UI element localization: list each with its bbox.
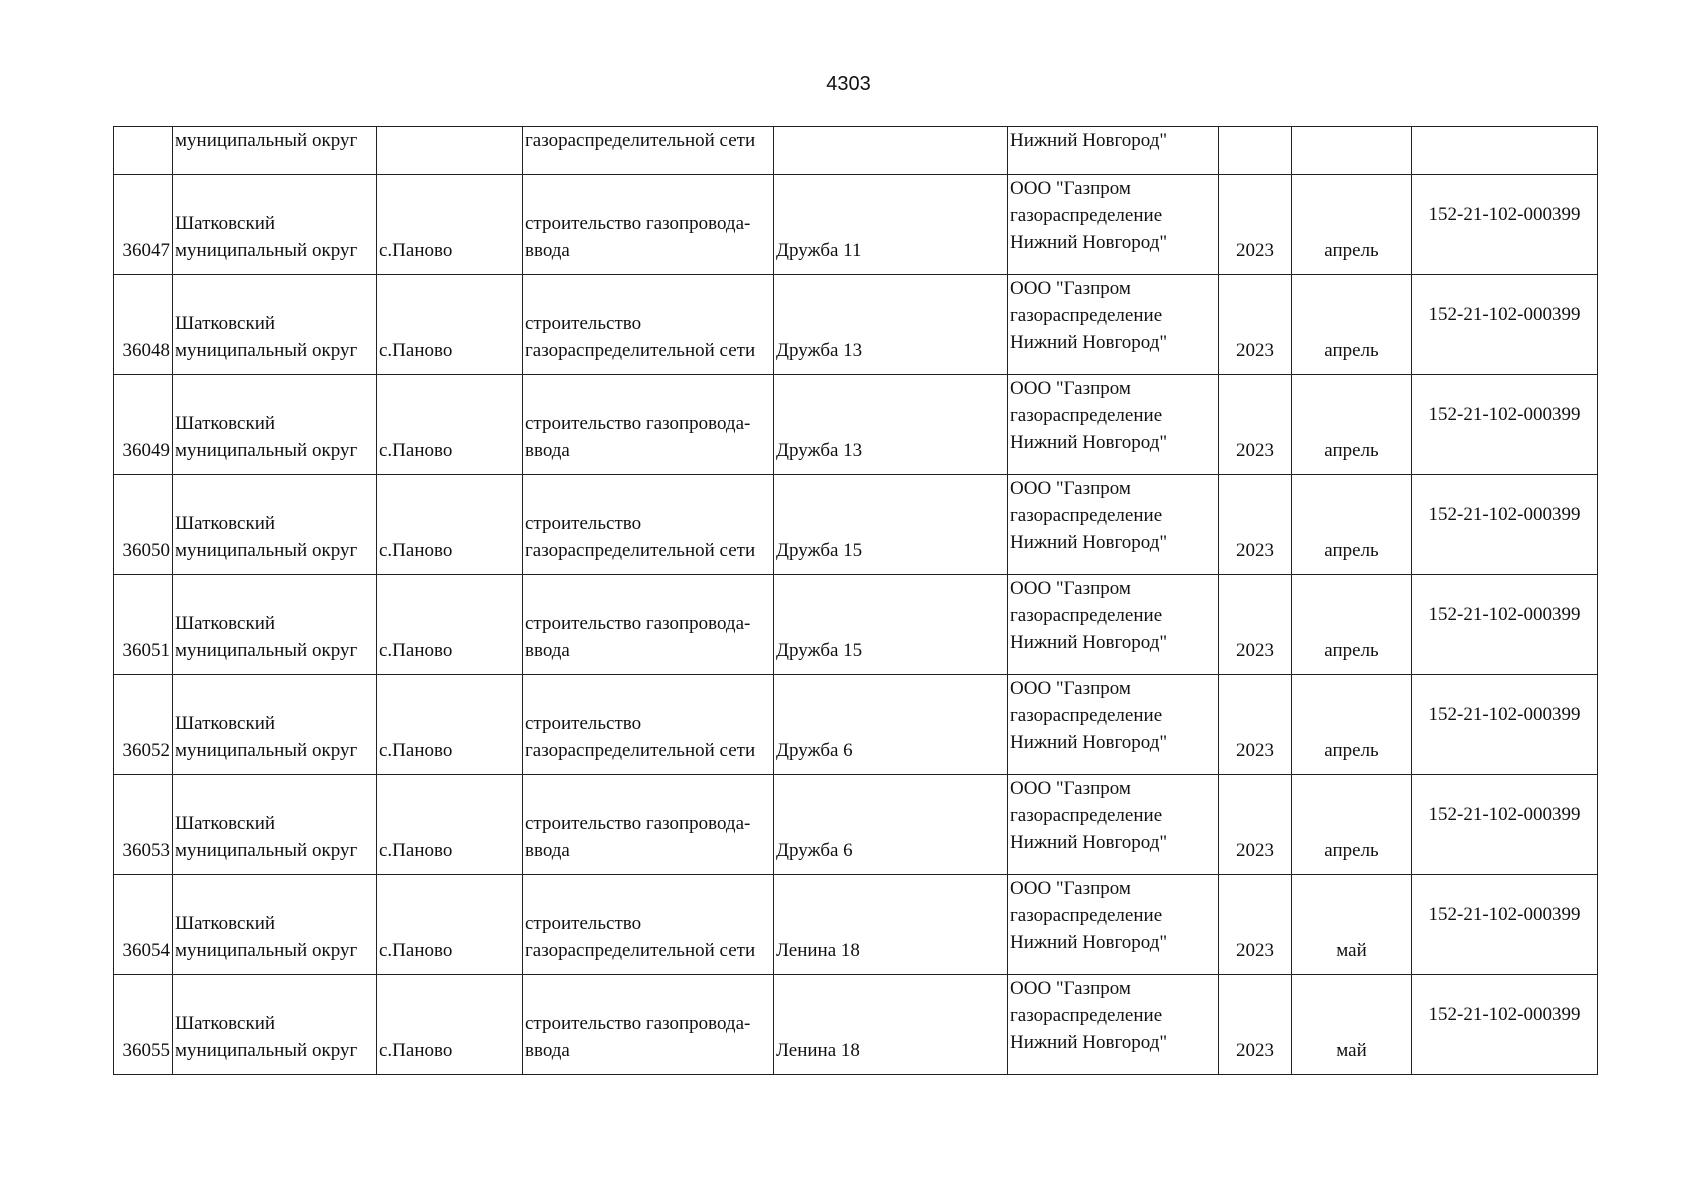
work-type-line-1: строительство: [525, 913, 642, 934]
district-cell: [173, 575, 377, 675]
organization-cell: [1008, 775, 1219, 875]
address-cell: Дружба 15: [774, 575, 1008, 675]
row-number-cell: 36052: [114, 675, 173, 775]
organization-cell: [1008, 675, 1219, 775]
organization-line-1: ООО "Газпром: [1010, 178, 1131, 199]
table-row: [114, 575, 1598, 675]
address-cell: Дружба 15: [774, 475, 1008, 575]
work-type-line-2: ввода: [525, 840, 570, 861]
organization-cell: [1008, 575, 1219, 675]
organization-line-3: Нижний Новгород": [1010, 832, 1168, 853]
work-type-line-1: строительство газопровода-: [525, 1013, 751, 1034]
work-type-line-2: газораспределительной сети: [525, 940, 756, 961]
work-type-cell: [523, 375, 774, 475]
work-type-line-2: газораспределительной сети: [525, 540, 756, 561]
settlement-cell: с.Паново: [377, 975, 523, 1075]
year-cell: 2023: [1219, 175, 1292, 275]
row-number-cell: 36051: [114, 575, 173, 675]
organization-line-1: ООО "Газпром: [1010, 778, 1131, 799]
district-cell: [173, 875, 377, 975]
row-number-cell: 36050: [114, 475, 173, 575]
organization-cell: [1008, 475, 1219, 575]
organization-line-2: газораспределение: [1010, 405, 1163, 426]
district-name: Шатковский: [175, 213, 276, 234]
address-cell: Дружба 6: [774, 675, 1008, 775]
district-type: муниципальный округ: [175, 240, 358, 261]
row-number-cell: 36055: [114, 975, 173, 1075]
organization-line-1: ООО "Газпром: [1010, 678, 1131, 699]
work-type-line-2: ввода: [525, 640, 570, 661]
organization-cell: [1008, 375, 1219, 475]
district-type: муниципальный округ: [175, 540, 358, 561]
work-type-cell: [523, 675, 774, 775]
registry-code-cell: 152-21-102-000399: [1412, 275, 1598, 375]
address-cell: [774, 127, 1008, 175]
table-row: [114, 175, 1598, 275]
row-number-cell: 36048: [114, 275, 173, 375]
organization-line-1: ООО "Газпром: [1010, 478, 1131, 499]
organization-line-2: газораспределение: [1010, 705, 1163, 726]
organization-cell: [1008, 975, 1219, 1075]
row-number-cell: 36054: [114, 875, 173, 975]
year-cell: 2023: [1219, 975, 1292, 1075]
registry-code-cell: 152-21-102-000399: [1412, 875, 1598, 975]
organization-cell: [1008, 875, 1219, 975]
work-type-line-2: ввода: [525, 1040, 570, 1061]
district-name: Шатковский: [175, 913, 276, 934]
district-cell: [173, 375, 377, 475]
work-type-cell: [523, 575, 774, 675]
year-cell: [1219, 127, 1292, 175]
organization-line-3: Нижний Новгород": [1010, 932, 1168, 953]
month-cell: апрель: [1292, 675, 1412, 775]
year-cell: 2023: [1219, 375, 1292, 475]
year-cell: 2023: [1219, 575, 1292, 675]
address-cell: Дружба 13: [774, 375, 1008, 475]
table-row: [114, 875, 1598, 975]
page-number: 4303: [826, 73, 871, 95]
district-name: Шатковский: [175, 513, 276, 534]
organization-line-3: Нижний Новгород": [1010, 332, 1168, 353]
organization-line-3: Нижний Новгород": [1010, 232, 1168, 253]
month-cell: апрель: [1292, 175, 1412, 275]
settlement-cell: с.Паново: [377, 275, 523, 375]
registry-table-body: [114, 127, 1598, 1075]
registry-code-cell: 152-21-102-000399: [1412, 675, 1598, 775]
work-type-line-1: строительство: [525, 513, 642, 534]
registry-code-cell: [1412, 127, 1598, 175]
settlement-cell: с.Паново: [377, 675, 523, 775]
address-cell: Дружба 11: [774, 175, 1008, 275]
organization-line-3: Нижний Новгород": [1010, 532, 1168, 553]
organization-line-1: ООО "Газпром: [1010, 578, 1131, 599]
district-type: муниципальный округ: [175, 1040, 358, 1061]
work-type-cell: [523, 775, 774, 875]
address-cell: Ленина 18: [774, 875, 1008, 975]
row-number-cell: 36053: [114, 775, 173, 875]
district-name: Шатковский: [175, 813, 276, 834]
work-type-line-2: ввода: [525, 240, 570, 261]
registry-code-cell: 152-21-102-000399: [1412, 975, 1598, 1075]
district-cell: [173, 775, 377, 875]
month-cell: апрель: [1292, 275, 1412, 375]
year-cell: 2023: [1219, 475, 1292, 575]
registry-table: [113, 126, 1598, 1075]
district-cell: [173, 475, 377, 575]
work-type-line-2: ввода: [525, 440, 570, 461]
work-type-cell: [523, 475, 774, 575]
organization-line-1: ООО "Газпром: [1010, 278, 1131, 299]
work-type-line-2: газораспределительной сети: [525, 340, 756, 361]
district-type: муниципальный округ: [175, 640, 358, 661]
month-cell: май: [1292, 875, 1412, 975]
organization-line-2: газораспределение: [1010, 1005, 1163, 1026]
district-type: муниципальный округ: [175, 740, 358, 761]
work-type-line-1: строительство газопровода-: [525, 413, 751, 434]
registry-code-cell: 152-21-102-000399: [1412, 575, 1598, 675]
table-row: [114, 375, 1598, 475]
month-cell: апрель: [1292, 375, 1412, 475]
district-name: Шатковский: [175, 413, 276, 434]
organization-line-2: газораспределение: [1010, 905, 1163, 926]
settlement-cell: с.Паново: [377, 175, 523, 275]
organization-line-2: газораспределение: [1010, 205, 1163, 226]
district-cell: муниципальный округ: [173, 127, 377, 175]
month-cell: апрель: [1292, 775, 1412, 875]
district-cell: [173, 975, 377, 1075]
row-number-cell: 36049: [114, 375, 173, 475]
district-cell: [173, 275, 377, 375]
work-type-line-1: строительство: [525, 713, 642, 734]
work-type-cell: [523, 175, 774, 275]
organization-cell: [1008, 275, 1219, 375]
year-cell: 2023: [1219, 875, 1292, 975]
work-type-line-1: строительство газопровода-: [525, 213, 751, 234]
work-type-line-1: строительство газопровода-: [525, 613, 751, 634]
registry-code-cell: 152-21-102-000399: [1412, 175, 1598, 275]
work-type-line-1: строительство: [525, 313, 642, 334]
work-type-cell: [523, 975, 774, 1075]
address-cell: Ленина 18: [774, 975, 1008, 1075]
month-cell: май: [1292, 975, 1412, 1075]
row-number-cell: 36047: [114, 175, 173, 275]
settlement-cell: с.Паново: [377, 375, 523, 475]
table-row: [114, 475, 1598, 575]
settlement-cell: [377, 127, 523, 175]
year-cell: 2023: [1219, 675, 1292, 775]
settlement-cell: с.Паново: [377, 875, 523, 975]
year-cell: 2023: [1219, 775, 1292, 875]
continuation-row: [114, 127, 1598, 175]
registry-code-cell: 152-21-102-000399: [1412, 475, 1598, 575]
work-type-cell: [523, 275, 774, 375]
table-row: [114, 975, 1598, 1075]
district-name: Шатковский: [175, 1013, 276, 1034]
settlement-cell: с.Паново: [377, 475, 523, 575]
district-type: муниципальный округ: [175, 840, 358, 861]
work-type-line-2: газораспределительной сети: [525, 740, 756, 761]
work-type-cell: газораспределительной сети: [523, 127, 774, 175]
district-type: муниципальный округ: [175, 340, 358, 361]
district-type: муниципальный округ: [175, 440, 358, 461]
registry-code-cell: 152-21-102-000399: [1412, 375, 1598, 475]
year-cell: 2023: [1219, 275, 1292, 375]
address-cell: Дружба 13: [774, 275, 1008, 375]
organization-line-2: газораспределение: [1010, 305, 1163, 326]
organization-line-3: Нижний Новгород": [1010, 732, 1168, 753]
organization-cell: [1008, 175, 1219, 275]
organization-line-1: ООО "Газпром: [1010, 378, 1131, 399]
organization-line-1: ООО "Газпром: [1010, 878, 1131, 899]
table-row: [114, 675, 1598, 775]
month-cell: апрель: [1292, 475, 1412, 575]
settlement-cell: с.Паново: [377, 575, 523, 675]
district-type: муниципальный округ: [175, 940, 358, 961]
district-cell: [173, 175, 377, 275]
district-name: Шатковский: [175, 613, 276, 634]
table-row: [114, 775, 1598, 875]
work-type-cell: [523, 875, 774, 975]
settlement-cell: с.Паново: [377, 775, 523, 875]
organization-line-2: газораспределение: [1010, 505, 1163, 526]
organization-line-2: газораспределение: [1010, 605, 1163, 626]
organization-line-3: Нижний Новгород": [1010, 432, 1168, 453]
row-number-cell: [114, 127, 173, 175]
organization-cell: Нижний Новгород": [1008, 127, 1219, 175]
organization-line-3: Нижний Новгород": [1010, 632, 1168, 653]
district-name: Шатковский: [175, 313, 276, 334]
district-name: Шатковский: [175, 713, 276, 734]
table-row: [114, 275, 1598, 375]
address-cell: Дружба 6: [774, 775, 1008, 875]
organization-line-3: Нижний Новгород": [1010, 1032, 1168, 1053]
organization-line-1: ООО "Газпром: [1010, 978, 1131, 999]
organization-line-2: газораспределение: [1010, 805, 1163, 826]
district-cell: [173, 675, 377, 775]
work-type-line-1: строительство газопровода-: [525, 813, 751, 834]
month-cell: [1292, 127, 1412, 175]
month-cell: апрель: [1292, 575, 1412, 675]
registry-code-cell: 152-21-102-000399: [1412, 775, 1598, 875]
